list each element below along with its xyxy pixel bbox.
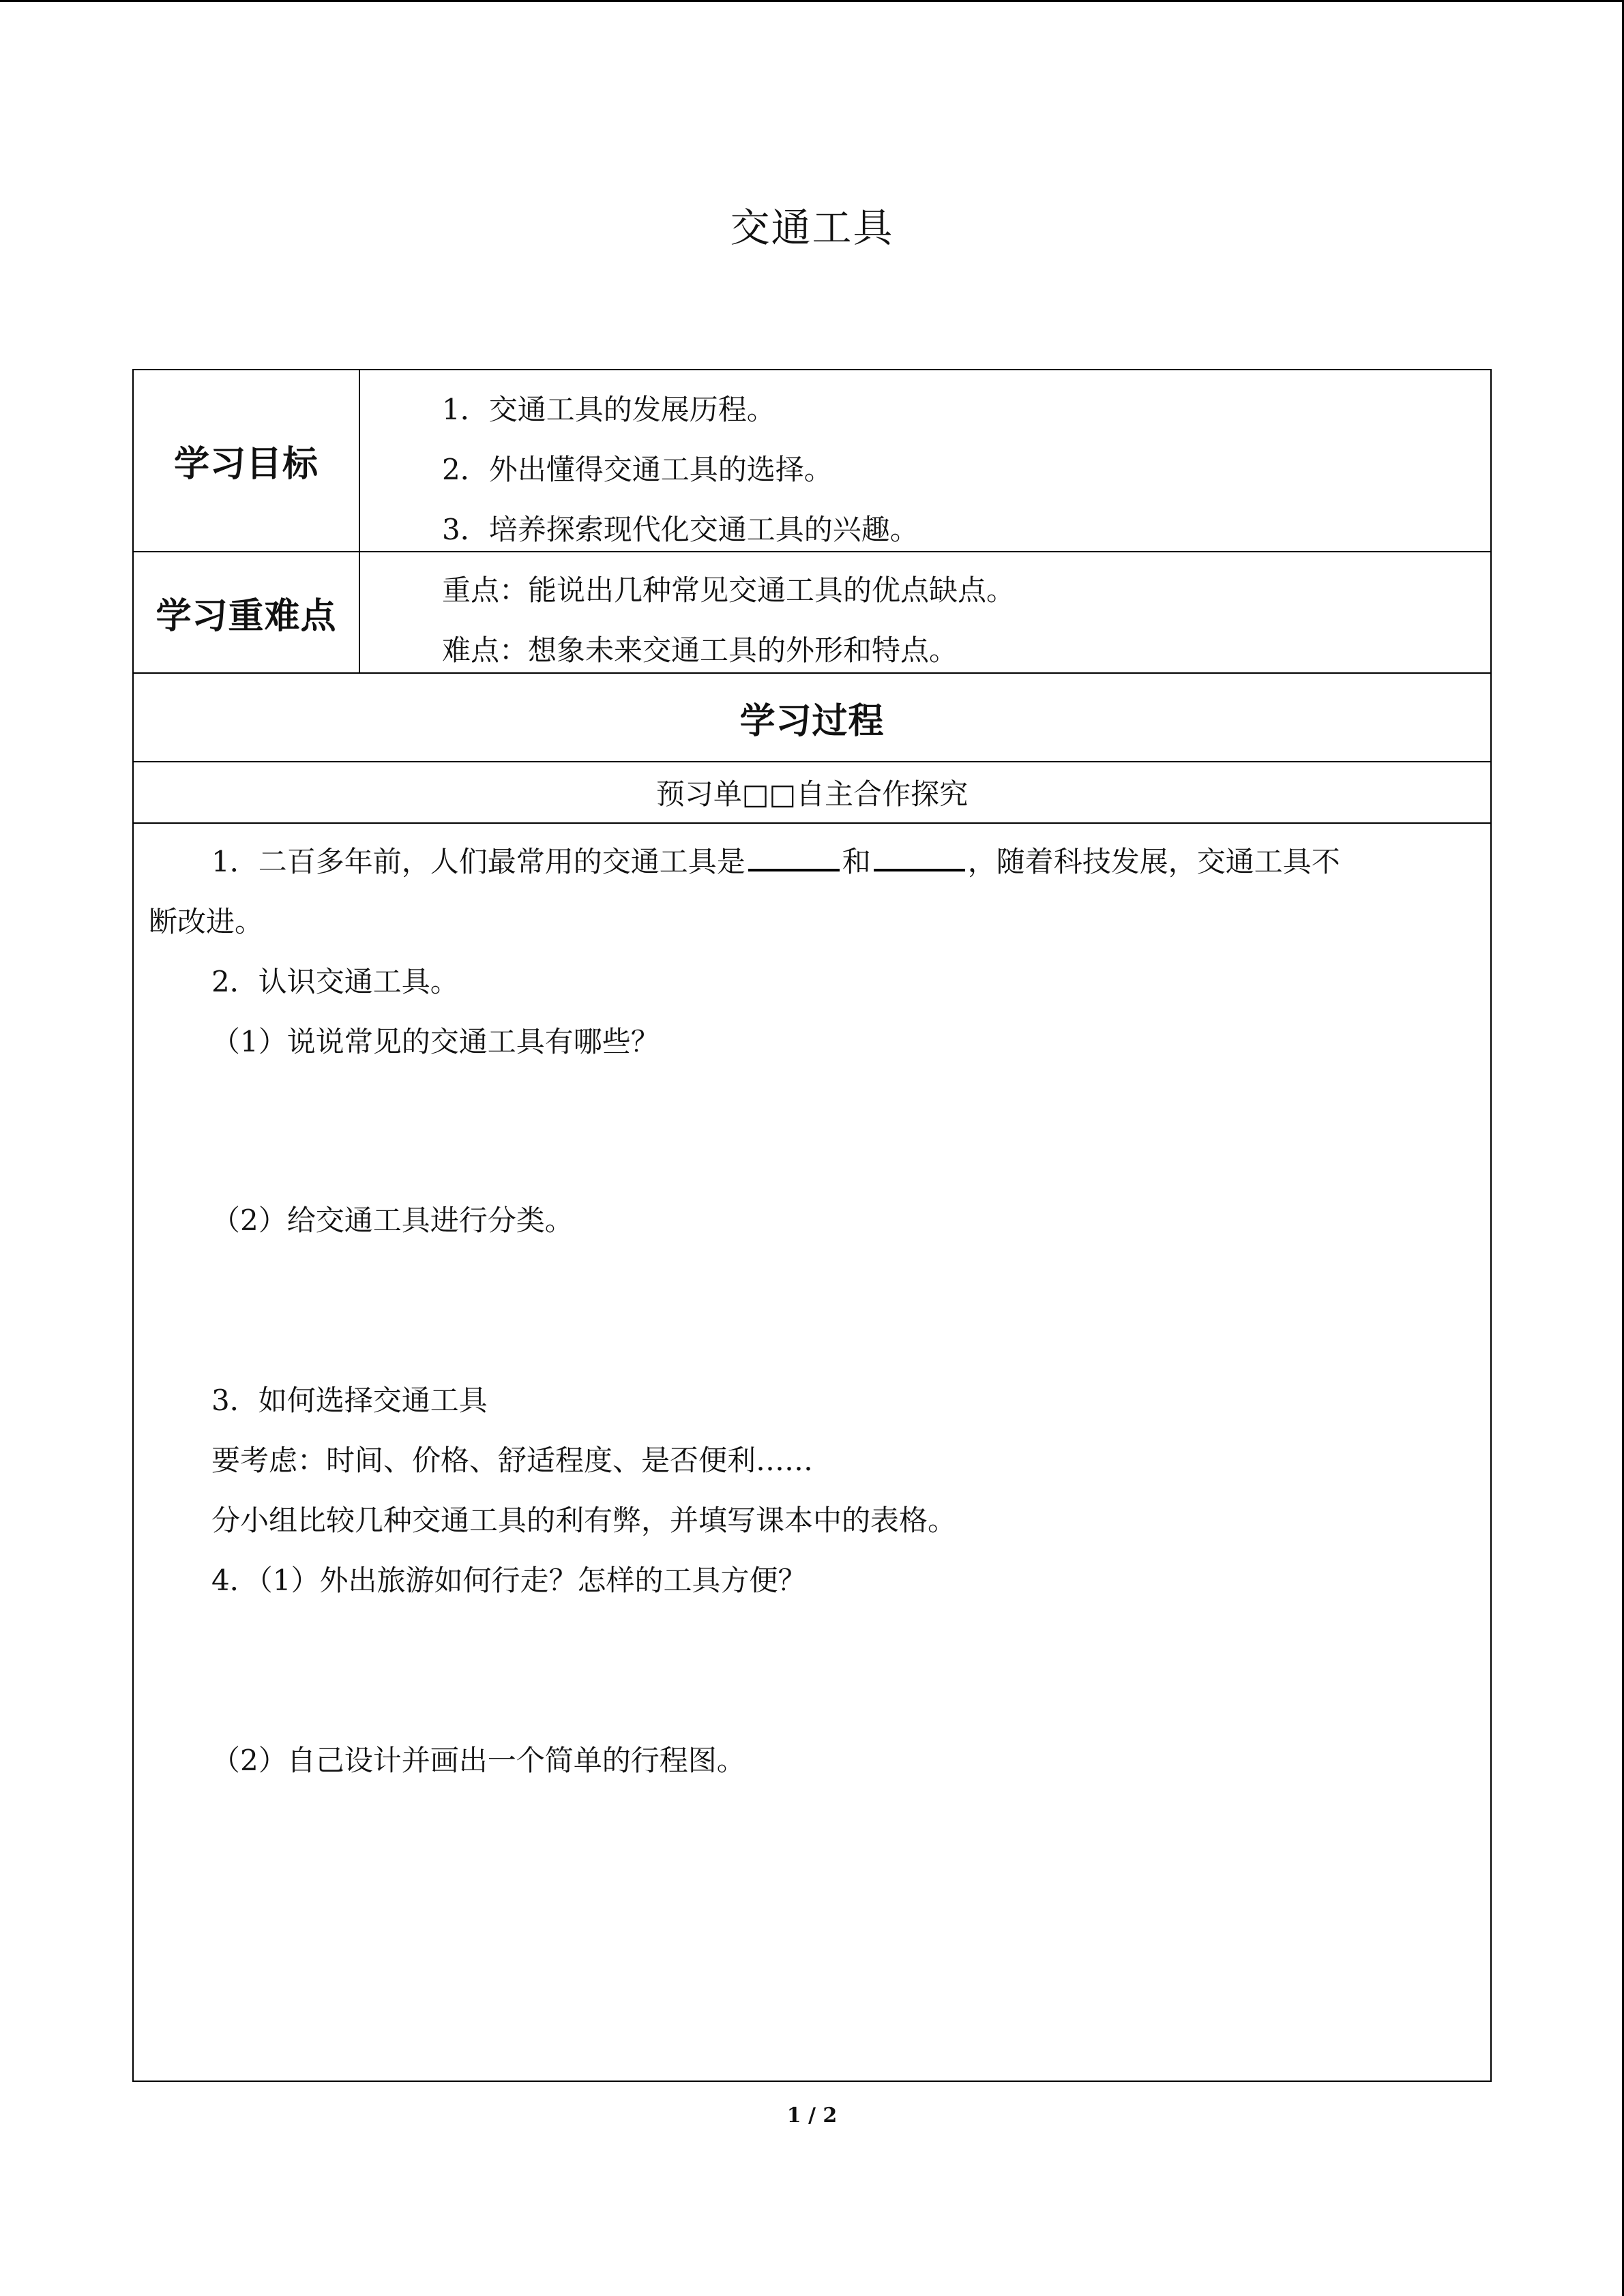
column-divider	[359, 369, 360, 674]
row-divider-subheader	[132, 822, 1492, 824]
page-top-border	[0, 0, 1624, 2]
objectives-list	[442, 380, 1479, 560]
objective-item: 2．外出懂得交通工具的选择。	[442, 453, 833, 486]
preview-subheader: 预习单□□自主合作探究	[655, 777, 969, 811]
q1-text-a: 1．二百多年前，人们最常用的交通工具是	[211, 845, 745, 878]
question-4-2: （2）自己设计并画出一个简单的行程图。	[211, 1744, 745, 1777]
fill-blank-2[interactable]	[874, 847, 965, 871]
objective-item: 1．交通工具的发展历程。	[442, 393, 776, 426]
page-number: 1 / 2	[786, 2104, 838, 2128]
key-points-label: 学习重难点	[156, 595, 337, 637]
question-3: 3．如何选择交通工具	[211, 1384, 488, 1417]
q1-text-and: 和	[842, 845, 871, 878]
question-2-1: （1）说说常见的交通工具有哪些？	[211, 1025, 660, 1058]
question-3-consider: 要考虑：时间、价格、舒适程度、是否便利……	[211, 1444, 814, 1477]
question-1-continued: 断改进。	[149, 905, 264, 938]
question-3-group: 分小组比较几种交通工具的利有弊，并填写课本中的表格。	[211, 1504, 957, 1537]
question-2: 2．认识交通工具。	[211, 965, 459, 998]
key-point-item: 难点：想象未来交通工具的外形和特点。	[442, 633, 958, 667]
key-point-item: 重点：能说出几种常见交通工具的优点缺点。	[442, 573, 1016, 607]
objectives-label: 学习目标	[173, 444, 319, 485]
objective-item: 3．培养探索现代化交通工具的兴趣。	[442, 513, 919, 546]
document-title: 交通工具	[730, 205, 894, 251]
question-4-1: 4．（1）外出旅游如何行走？怎样的工具方便？	[211, 1564, 807, 1597]
question-1	[149, 832, 1479, 892]
question-2-2: （2）给交通工具进行分类。	[211, 1204, 574, 1237]
key-points-list	[442, 561, 1479, 681]
q1-text-b: ，随着科技发展，交通工具不	[967, 845, 1340, 878]
process-title: 学习过程	[739, 700, 885, 742]
fill-blank-1[interactable]	[748, 847, 840, 871]
